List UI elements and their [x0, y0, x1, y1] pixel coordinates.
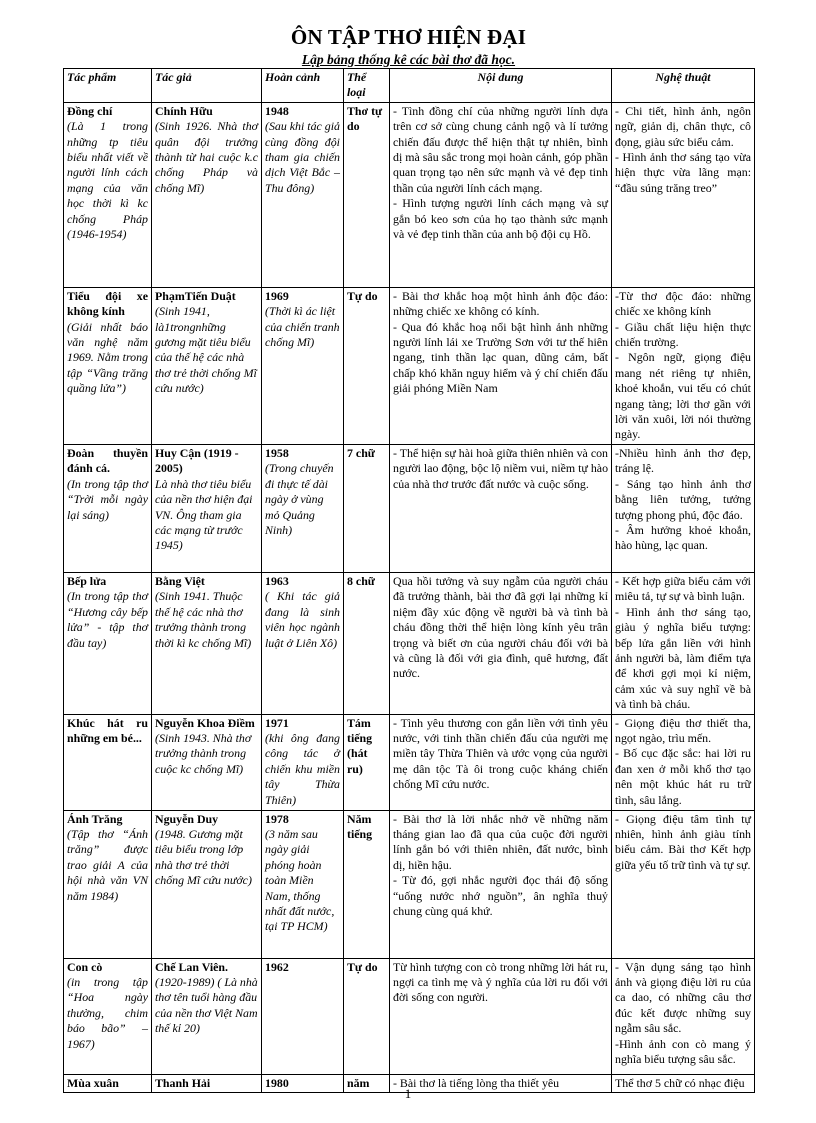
document-page: [63, 24, 754, 1093]
art-text: Thể thơ 5 chữ có nhạc điệu: [615, 1075, 745, 1090]
cell-genre: [344, 810, 390, 958]
table-row: [64, 287, 755, 444]
art-text: - Giọng điệu tâm tình tự nhiên, hình ảnh giàu tính biểu cảm. Bài thơ Kết hợp giữa yếu tố trữ tình và tự sự.: [615, 811, 751, 872]
author-name: Nguyễn Khoa Điềm: [155, 715, 255, 730]
cell-author: [152, 102, 262, 287]
content-text: - Bài thơ khắc hoạ một hình ảnh độc đáo: những chiếc xe không có kính. - Qua đó khắc hoạ nổi bật hình ảnh những người lính lái xe Trường Sơn với tư thế hiên ngang, tinh thần lạc quan, dũng cảm, bất chấp khó khăn nguy hiểm và ý chí chiến đấu giải phóng Miền Nam: [393, 288, 608, 396]
author-note: (1948. Gương mặt tiêu biểu trong lớp nhà thơ trẻ thời chống Mĩ cứu nước): [155, 826, 252, 888]
author-name: Huy Cận (1919 - 2005): [155, 445, 239, 476]
cell-genre: [344, 287, 390, 444]
header-context: Hoàn cảnh: [262, 69, 344, 103]
genre: năm: [347, 1075, 370, 1090]
header-work: Tác phẩm: [64, 69, 152, 103]
content-text: - Thể hiện sự hài hoà giữa thiên nhiên và con người lao động, bộc lộ niềm vui, niềm tự hào của nhà thơ trước đất nước và cuộc sống.: [393, 445, 609, 491]
header-content: Nội dung: [390, 69, 612, 103]
author-name: Thanh Hải: [155, 1075, 211, 1090]
genre: 8 chữ: [347, 573, 375, 588]
work-title: Con cò: [67, 959, 103, 974]
art-text: -Từ thơ độc đáo: những chiếc xe không kính - Giầu chất liệu hiện thực chiến trường. - Ngôn ngữ, giọng điệu mang nét riêng tự nhiên, khoẻ khoắn, vui tếu có chút ngang tàng; lời thơ gần với lời văn xuôi, lời nói thường ngày.: [615, 288, 751, 442]
art-text: - Giọng điệu thơ thiết tha, ngọt ngào, trìu mến. - Bố cục đặc sắc: hai lời ru đan xen ở mỗi khổ thơ tạo nên một khúc hát ru trữ tình, sâu lắng.: [615, 715, 751, 807]
work-note: (in trong tập “Hoa ngày thường, chim báo bão” – 1967): [67, 974, 148, 1051]
genre: Tám tiếng (hát ru): [347, 715, 373, 776]
author-name: Chế Lan Viên.: [155, 959, 229, 974]
table-row: [64, 572, 755, 714]
cell-art: [612, 958, 755, 1074]
author-note: (Sinh 1926. Nhà thơ quân đội trưởng thành từ hai cuộc k.c chống Pháp và chống Mĩ): [155, 119, 258, 195]
content-text: Từ hình tượng con cò trong những lời hát ru, ngợi ca tình mẹ và ý nghĩa của lời ru đối với đời sống con người.: [393, 959, 608, 1005]
cell-author: [152, 444, 262, 572]
cell-art: [612, 444, 755, 572]
context-note: (Sau khi tác giả cùng đồng đội tham gia chiến dịch Việt Bắc – Thu đông): [265, 119, 340, 195]
author-note: (Sinh 1943. Nhà thơ trưởng thành trong cuộc kc chống Mĩ): [155, 730, 252, 776]
art-text: - Chi tiết, hình ảnh, ngôn ngữ, giản dị, chân thực, cô đọng, giàu sức biểu cảm. - Hình ảnh thơ sáng tạo vừa hiện thực vừa lãng mạn: “đầu súng trăng treo”: [615, 103, 751, 195]
context-note: (khi ông đang công tác ở chiến khu miền tây Thừa Thiên): [265, 730, 340, 807]
cell-genre: [344, 714, 390, 810]
table-row: [64, 810, 755, 958]
page-title: ÔN TẬP THƠ HIỆN ĐẠI: [290, 25, 527, 49]
genre: Năm tiếng: [347, 811, 373, 841]
context-note: ( Khi tác giả đang là sinh viên học ngành luật ở Liên Xô): [265, 589, 340, 650]
year: 1971: [265, 715, 289, 730]
author-note: (Sinh 1941. Thuộc thế hệ các nhà thơ trưởng thành trong thời kì kc chống Mĩ): [155, 589, 252, 650]
cell-genre: [344, 444, 390, 572]
content-text: Qua hồi tưởng và suy ngẫm của người cháu đã trưởng thành, bài thơ đã gợi lại những kỉ niệm đầy xúc động về người bà và tình bà cháu đồng thời thể hiện lòng kính yêu trân trọng và biết ơn của người cháu đối với bà và cũng là đối với gia đình, quê hương, đất nước.: [393, 573, 608, 681]
cell-content: [390, 287, 612, 444]
author-name: Nguyễn Duy: [155, 811, 219, 826]
page-subtitle: Lập bảng thống kê các bài thơ đã học.: [301, 52, 516, 67]
cell-author: [152, 714, 262, 810]
cell-work: [64, 958, 152, 1074]
work-title: Khúc hát ru những em bé...: [67, 715, 148, 745]
year: 1948: [265, 103, 289, 118]
table-row: [64, 444, 755, 572]
cell-author: [152, 810, 262, 958]
cell-genre: [344, 572, 390, 714]
genre: 7 chữ: [347, 445, 375, 460]
table-row: [64, 714, 755, 810]
genre: Tự do: [347, 288, 378, 303]
art-text: - Kết hợp giữa biểu cảm với miêu tả, tự sự và bình luận. - Hình ảnh thơ sáng tạo, giàu ý nghĩa biểu tượng: bếp lửa gắn liền với hình ảnh người bà, làm điểm tựa để khơi gợi mọi kỉ niệm, cảm xúc và suy nghĩ về bà và tình bà cháu.: [615, 573, 751, 712]
cell-work: [64, 444, 152, 572]
work-title: Mùa xuân: [67, 1075, 119, 1090]
work-title: Bếp lửa: [67, 573, 107, 588]
context-note: (3 năm sau ngày giải phóng hoàn toàn Miền Nam, thống nhất đất nước, tại TP HCM): [265, 826, 335, 934]
author-name: Chính Hữu: [155, 103, 213, 118]
year: 1958: [265, 445, 289, 460]
page-number: 1: [404, 1086, 412, 1101]
work-title: Đồng chí: [67, 103, 113, 118]
content-text: - Bài thơ là tiếng lòng tha thiết yêu: [393, 1075, 560, 1090]
art-text: -Nhiều hình ảnh thơ đẹp, tráng lệ. - Sáng tạo hình ảnh thơ bằng liên tưởng, tưởng tượng phong phú, độc đáo. - Âm hưởng khoẻ khoắn, hào hùng, lạc quan.: [615, 445, 751, 553]
header-genre: Thể loại: [344, 69, 390, 103]
cell-context: [262, 572, 344, 714]
work-note: (Là 1 trong những tp tiêu biểu nhất viết về người lính cách mạng của văn học thời kì kc chống Pháp (1946-1954): [67, 119, 148, 242]
year: 1980: [265, 1075, 289, 1090]
cell-author: [152, 287, 262, 444]
work-note: (In trong tập thơ “Trời mỗi ngày lại sáng): [67, 476, 148, 522]
table-header-row: [64, 69, 755, 103]
work-title: Đoàn thuyền đánh cá.: [67, 445, 148, 476]
table-row: [64, 958, 755, 1074]
cell-context: [262, 958, 344, 1074]
cell-context: [262, 810, 344, 958]
table-row: [64, 102, 755, 287]
author-note: (1920-1989) ( Là nhà thơ tên tuổi hàng đầu của nền thơ Việt Nam thế kỉ 20): [155, 974, 258, 1036]
cell-context: [262, 444, 344, 572]
cell-art: [612, 810, 755, 958]
cell-work: [64, 714, 152, 810]
year: 1962: [265, 959, 289, 974]
cell-content: [390, 958, 612, 1074]
cell-work: [64, 810, 152, 958]
cell-content: [390, 572, 612, 714]
author-note: (Sinh 1941, là1trongnhững gương mặt tiêu biểu của thế hệ các nhà thơ trẻ thời chống Mĩ cứu nước): [155, 304, 257, 396]
genre: Thơ tự do: [347, 103, 383, 134]
genre: Tự do: [347, 959, 378, 974]
cell-work: [64, 572, 152, 714]
cell-author: [152, 572, 262, 714]
cell-content: [390, 444, 612, 572]
context-note: (Trong chuyến đi thực tế dài ngày ở vùng mỏ Quảng Ninh): [265, 461, 334, 537]
cell-content: [390, 810, 612, 958]
content-text: - Tình yêu thương con gắn liền với tình yêu nước, với tinh thần chiến đấu của người mẹ miền tây Thừa Thiên và ước vọng của người mẹ dân tộc Tà ôi trong cuộc kháng chiến chống Mĩ cứu nước.: [393, 715, 608, 792]
cell-author: [152, 958, 262, 1074]
cell-art: [612, 572, 755, 714]
work-note: (In trong tập thơ “Hương cây bếp lửa” - tập thơ đầu tay): [67, 589, 148, 650]
cell-genre: [344, 102, 390, 287]
cell-context: [262, 714, 344, 810]
cell-art: [612, 287, 755, 444]
cell-work: [64, 287, 152, 444]
cell-context: [262, 102, 344, 287]
work-title: Tiểu đội xe không kính: [67, 288, 148, 319]
author-note: Là nhà thơ tiêu biểu của nền thơ hiện đại VN. Ông tham gia các mạng từ trước 1945): [155, 476, 253, 553]
art-text: - Vận dụng sáng tạo hình ảnh và giọng điệu lời ru của ca dao, có những câu thơ đúc kết được những suy ngẫm sâu sắc. -Hình ảnh con cò mang ý nghĩa biểu tượng sâu sắc.: [615, 959, 751, 1066]
cell-art: [612, 714, 755, 810]
poetry-summary-table: [63, 68, 755, 1093]
year: 1978: [265, 811, 289, 826]
context-note: (Thời kì ác liệt của chiến tranh chống Mĩ): [265, 304, 340, 350]
header-art: Nghệ thuật: [612, 69, 755, 103]
work-note: (Tập thơ “Ánh trăng” được trao giải A của hội nhà văn VN năm 1984): [67, 826, 148, 903]
content-text: - Tình đồng chí của những người lính dựa trên cơ sở cùng chung cảnh ngộ và lí tưởng chiến đấu được thể hiện thật tự nhiên, bình dị mà sâu sắc trong mọi hoàn cảnh, góp phần quan trọng tạo nên sức mạnh và vẻ đẹp tinh thần của người lính cách mạng. - Hình tượng người lính cách mạng và sự gắn bó keo sơn của họ tạo thành sức mạnh và vẻ đẹp tinh thần của anh bộ đội cụ Hồ.: [393, 103, 608, 242]
cell-context: [262, 287, 344, 444]
work-note: (Giải nhất báo văn nghệ năm 1969. Nằm trong tập “Vầng trăng quầng lửa”): [67, 319, 148, 396]
year: 1969: [265, 288, 289, 303]
cell-art: [612, 102, 755, 287]
cell-genre: [344, 958, 390, 1074]
year: 1963: [265, 573, 289, 588]
cell-content: [390, 102, 612, 287]
header-author: Tác giả: [152, 69, 262, 103]
work-title: Ánh Trăng: [67, 811, 123, 826]
author-name: PhạmTiến Duật: [155, 288, 236, 303]
author-name: Bằng Việt: [155, 573, 205, 588]
cell-work: [64, 102, 152, 287]
cell-content: [390, 714, 612, 810]
content-text: - Bài thơ là lời nhắc nhở về những năm tháng gian lao đã qua của cuộc đời người lính gắn bó với thiên nhiên, đất nước, bình dị, hiền hậu. - Từ đó, gợi nhắc người đọc thái độ sống “uống nước nhớ nguồn”, ân nghĩa thuỷ chung cùng quá khứ.: [393, 811, 608, 918]
